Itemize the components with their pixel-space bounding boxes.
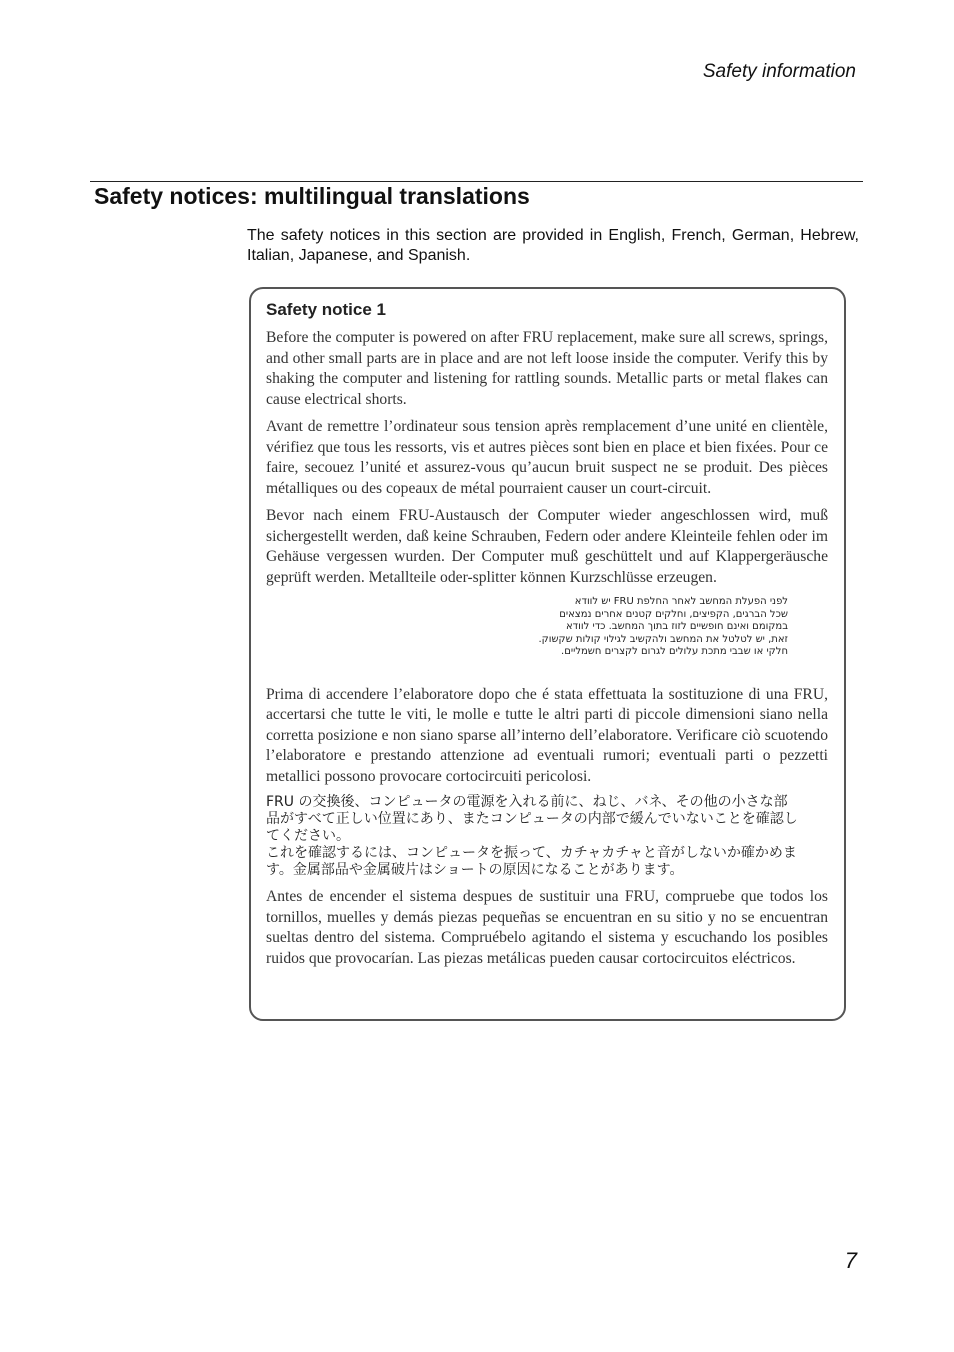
- notice-italian: Prima di accendere l’elaboratore dopo che é stata effettuata la sostituzione di una FRU, accertarsi che tutte le viti, le molle e tutte le altri parti di piccole dimensioni siano nella corretta posizione e non siano sparse all’interno dell’elaboratore. Verificare ciò scuotendo l’elaboratore e prestando attenzione ad eventuali rumori; eventuali parti o pezzetti metallici possono provocare cortocircuiti pericolosi.: [266, 685, 828, 785]
- running-header: Safety information: [702, 61, 856, 82]
- notice-french: Avant de remettre l’ordinateur sous tension après remplacement d’une unité en clientèle, vérifiez que tous les ressorts, vis et autres pièces sont bien en place et bien fixées. Pour ce faire, secouez l’unité et assurez-vous qu’aucun bruit suspect ne se produit. Des pièces métalliques ou des copeaux de métal pourraient causer un court-circuit.: [266, 418, 828, 497]
- safety-notice-box: [249, 287, 846, 1021]
- japanese-line: てください。: [266, 828, 350, 844]
- notice-japanese: [266, 794, 828, 879]
- hebrew-line: זאת, יש לטלטל את המחשב ולהקשיב לגילוי קולות שקשוק.: [538, 633, 788, 645]
- hebrew-line: שכל הברגים, הקפיצים, וחלקים קטנים אחרים נמצאים: [559, 608, 788, 620]
- japanese-line: 品がすべて正しい位置にあり、またコンピュータの内部で緩んでいないことを確認し: [266, 811, 798, 827]
- page-number: 7: [844, 1248, 857, 1273]
- notice-english: Before the computer is powered on after FRU replacement, make sure all screws, springs, and other small parts are in place and are not left loose inside the computer. Verify this by shaking the computer and listening for rattling sounds. Metallic parts or metal flakes can cause electrical shorts.: [266, 329, 828, 408]
- section-intro: The safety notices in this section are provided in English, French, German, Hebrew, Italian, Japanese, and Spanish.: [247, 227, 859, 264]
- section-title: Safety notices: multilingual translations: [94, 183, 530, 209]
- japanese-line: す。金属部品や金属破片はショートの原因になることがあります。: [266, 862, 684, 878]
- japanese-line: FRU の交換後、コンピュータの電源を入れる前に、ねじ、バネ、その他の小さな部: [266, 794, 788, 810]
- hebrew-line: לפני הפעלת המחשב לאחר החלפת FRU יש לוודא: [574, 596, 788, 607]
- hebrew-line: חלקי או שבבי מתכת עלולים לגרום לקצרים חשמליים.: [561, 646, 788, 657]
- japanese-line: これを確認するには、コンピュータを振って、カチャカチャと音がしないか確かめま: [266, 845, 797, 861]
- notice-title: Safety notice 1: [266, 300, 386, 319]
- hebrew-line: במקומם ואינם חופשיים לזוז בתוך המחשב. כדי לוודא: [566, 621, 788, 632]
- notice-german: Bevor nach einem FRU-Austausch der Computer wieder angeschlossen wird, muß sichergestellt werden, daß keine Schrauben, Federn oder andere Kleinteile fehlen oder im Gehäuse vergessen wurden. Der Computer muß geschüttelt und auf Klappergeräusche geprüft werden. Metallteile oder-splitter können Kurzschlüsse erzeugen.: [266, 507, 828, 586]
- notice-hebrew: [266, 596, 828, 659]
- section-divider: [90, 181, 863, 182]
- notice-spanish: Antes de encender el sistema despues de sustituir una FRU, compruebe que todos los tornillos, muelles y demás piezas pequeñas se encuentran en su sitio y no se encuentran sueltas dentro del sistema. Compruébelo agitando el sistema y escuchando los posibles ruidos que provocarían. Las piezas metálicas pueden causar cortocircuitos eléctricos.: [266, 888, 828, 967]
